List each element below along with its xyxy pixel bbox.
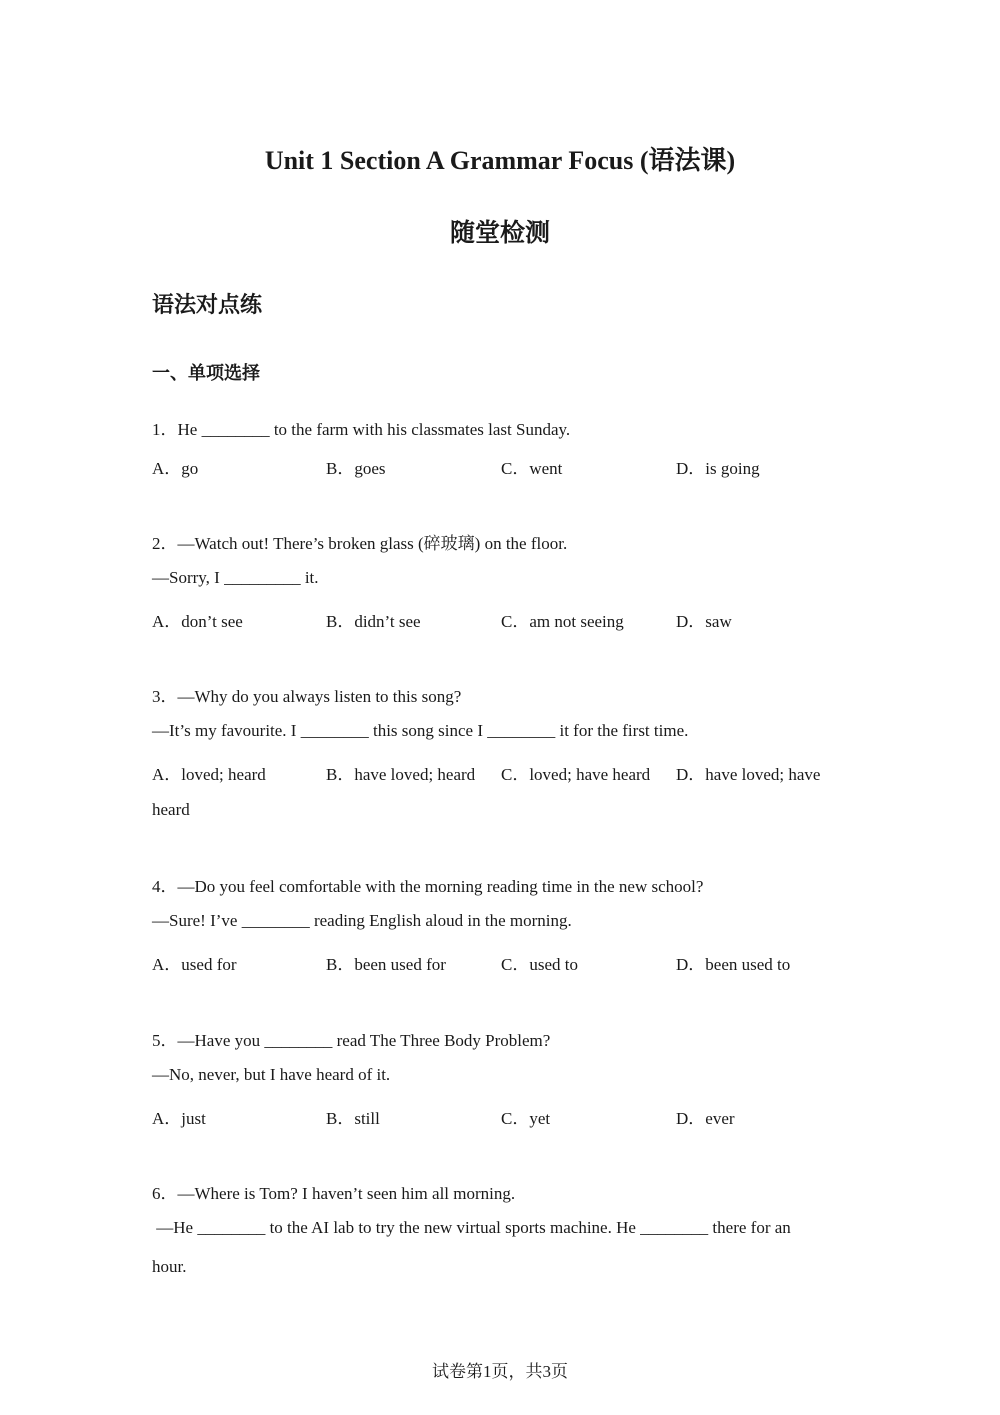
document-title: Unit 1 Section A Grammar Focus (语法课) — [264, 146, 736, 175]
question-2-option-b[interactable]: B．didn’t see — [326, 612, 421, 631]
question-1-option-a[interactable]: A．go — [152, 459, 199, 478]
question-4-option-b[interactable]: B．been used for — [326, 955, 446, 974]
question-5-stem: 5．—Have you ________ read The Three Body Problem? — [152, 1031, 551, 1050]
question-2-stem: 2．—Watch out! There’s broken glass (碎玻璃) on the floor. — [152, 534, 568, 553]
question-5-option-c[interactable]: C．yet — [501, 1109, 551, 1128]
question-6-response: —He ________ to the AI lab to try the new virtual sports machine. He ________ there for an — [152, 1218, 791, 1237]
section-heading: 语法对点练 — [152, 293, 263, 318]
question-3-option-c[interactable]: C．loved; have heard — [501, 765, 651, 784]
document-subtitle: 随堂检测 — [449, 218, 550, 247]
question-5-option-a[interactable]: A．just — [152, 1109, 206, 1128]
question-2-option-a[interactable]: A．don’t see — [152, 612, 243, 631]
question-3-option-b[interactable]: B．have loved; heard — [326, 765, 476, 784]
part-heading: 一、单项选择 — [152, 363, 260, 384]
question-4-option-a[interactable]: A．used for — [152, 955, 237, 974]
question-6-response-wrap: hour. — [152, 1257, 187, 1276]
question-1-stem: 1．He ________ to the farm with his classmates last Sunday. — [152, 420, 571, 439]
question-1-option-d[interactable]: D．is going — [676, 459, 760, 478]
question-3-stem: 3．—Why do you always listen to this song? — [152, 687, 462, 706]
question-4-response: —Sure! I’ve ________ reading English aloud in the morning. — [152, 911, 572, 930]
question-4-stem: 4．—Do you feel comfortable with the morning reading time in the new school? — [152, 877, 704, 896]
question-2-option-d[interactable]: D．saw — [676, 612, 732, 631]
question-3-option-d[interactable]: D．have loved; have — [676, 765, 821, 784]
question-2-option-c[interactable]: C．am not seeing — [501, 612, 624, 631]
question-3-option-a[interactable]: A．loved; heard — [152, 765, 266, 784]
question-3-response: —It’s my favourite. I ________ this song since I ________ it for the first time. — [152, 721, 689, 740]
question-6-stem: 6．—Where is Tom? I haven’t seen him all morning. — [152, 1184, 516, 1203]
question-1-option-c[interactable]: C．went — [501, 459, 563, 478]
question-2-response: —Sorry, I _________ it. — [152, 568, 319, 587]
page-footer: 试卷第1页，共3页 — [432, 1362, 568, 1381]
question-5-option-b[interactable]: B．still — [326, 1109, 380, 1128]
question-5-option-d[interactable]: D．ever — [676, 1109, 735, 1128]
question-3-option-d-wrap: heard — [152, 800, 190, 819]
question-5-response: —No, never, but I have heard of it. — [152, 1065, 391, 1084]
question-4-option-c[interactable]: C．used to — [501, 955, 578, 974]
question-1-option-b[interactable]: B．goes — [326, 459, 386, 478]
question-4-option-d[interactable]: D．been used to — [676, 955, 791, 974]
